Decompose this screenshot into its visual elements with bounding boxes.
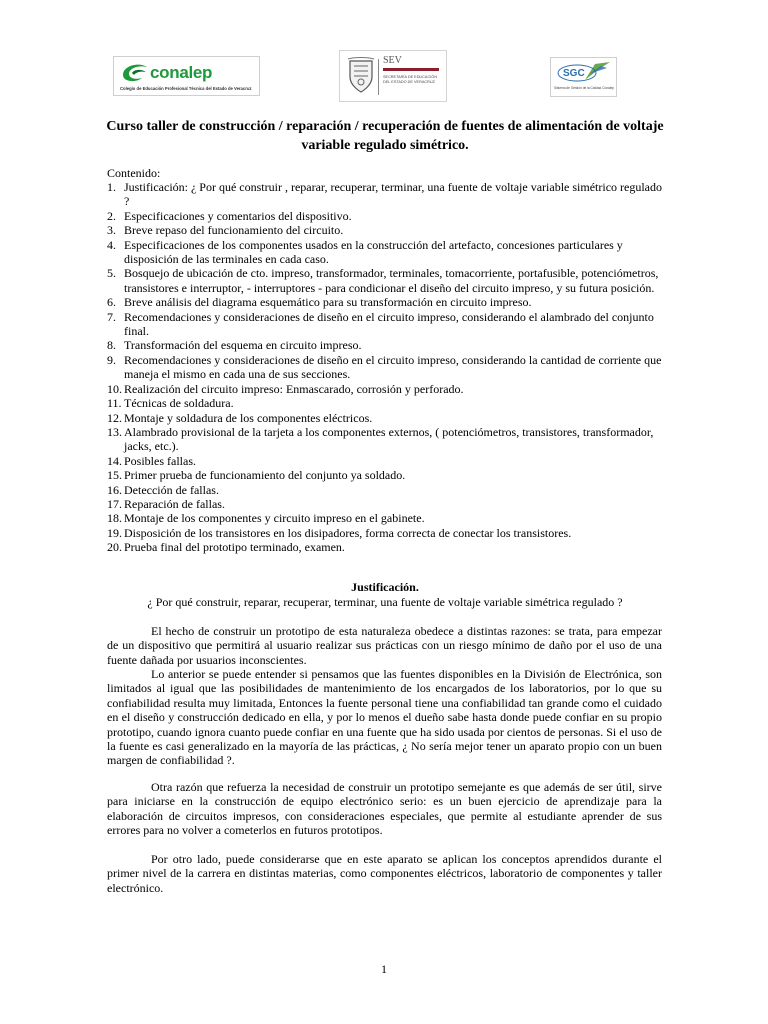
contents-item [107,511,663,525]
contents-item-number: 2. [107,208,116,223]
contents-item [107,295,663,309]
contents-item-text: Especificaciones de los componentes usados en la construcción del artefacto, concesiones particulares y disposición de las terminales en cada caso. [124,237,623,267]
contents-item [107,497,663,511]
contents-item-number: 19. [107,525,122,540]
contents-item-text: Realización del circuito impreso: Enmascarado, corrosión y perforado. [124,381,464,396]
contents-item [107,353,663,382]
contents-item [107,454,663,468]
contents-item-number: 5. [107,266,116,281]
contents-item-text: Montaje de los componentes y circuito impreso en el gabinete. [124,511,425,526]
document-title: Curso taller de construcción / reparación / recuperación de fuentes de alimentación de voltaje variable regulado simétrico. [106,119,664,153]
contents-item [107,310,663,339]
sgc-subtitle: Sistema de Gestión de la Calidad Conalep [554,86,615,90]
contents-item [107,209,663,223]
contents-item-number: 4. [107,237,116,252]
state-seal-icon [346,57,376,95]
sev-subtitle: SECRETARÍA DE EDUCACIÓN DEL ESTADO DE VERACRUZ [383,75,437,84]
contents-item-number: 11. [107,396,122,411]
conalep-brand: conalep [150,63,213,82]
contents-item-text: Breve análisis del diagrama esquemático para su transformación en circuito impreso. [124,295,532,310]
contents-item-number: 7. [107,309,116,324]
contents-item-text: Recomendaciones y consideraciones de diseño en el circuito impreso, considerando el alambrado del conjunto final. [124,309,654,339]
contents-list [107,180,663,555]
sev-logo [339,50,447,102]
contents-item-text: Técnicas de soldadura. [124,396,234,411]
section-heading: Justificación. [351,580,419,594]
conalep-subtitle: Colegio de Educación Profesional Técnica del Estado de Veracruz [120,86,252,91]
conalep-swoosh-icon [120,61,150,83]
contents-item-text: Prueba final del prototipo terminado, examen. [124,540,345,555]
contents-item-number: 16. [107,482,122,497]
contents-item [107,396,663,410]
contents-item-number: 9. [107,352,116,367]
contents-item [107,238,663,267]
contents-item [107,540,663,554]
divider [378,59,379,95]
contents-item-text: Reparación de fallas. [124,496,225,511]
paragraph: El hecho de construir un prototipo de esta naturaleza obedece a distintas razones: se trata, para empezar de un dispositivo que permitirá al usuario realizar sus prácticas con un riesgo mínimo de daño por el uso de una fuente dañada por usuarios inconscientes. [107,624,662,667]
contents-item-number: 6. [107,295,116,310]
contents-item-text: Primer prueba de funcionamiento del conjunto ya soldado. [124,468,406,483]
contents-item-text: Posibles fallas. [124,453,196,468]
contents-item-number: 1. [107,180,116,194]
contents-item-number: 14. [107,453,122,468]
contents-item [107,483,663,497]
contents-item [107,266,663,295]
contents-item [107,223,663,237]
contents-item [107,411,663,425]
contents-item-number: 15. [107,468,122,483]
sgc-logo [550,57,617,97]
page-number: 1 [381,962,387,976]
contents-item-text: Alambrado provisional de la tarjeta a los componentes externos, ( potenciómetros, transistores, transformador, jacks, etc.). [124,424,654,454]
contents-item-number: 17. [107,496,122,511]
contents-item-number: 18. [107,511,122,526]
contents-label: Contenido: [107,166,161,180]
sev-name: SEV [383,55,402,66]
paragraph: Otra razón que refuerza la necesidad de construir un prototipo semejante es que además de ser útil, sirve para iniciarse en la construcción de equipo electrónico serio: es un buen ejercicio de aprendizaje para la elaboración de circuitos impresos, con consideraciones especiales, que permite al estudiante aprender de sus errores para no volver a cometerlos en futuros prototipos. [107,780,662,838]
contents-item-number: 12. [107,410,122,425]
contents-item [107,382,663,396]
contents-item [107,526,663,540]
paragraph: Por otro lado, puede considerarse que en este aparato se aplican los conceptos aprendidos durante el primer nivel de la carrera en distintas materias, como componentes eléctricos, laboratorio de componentes y taller electrónico. [107,852,662,895]
contents-item-text: Montaje y soldadura de los componentes eléctricos. [124,410,373,425]
contents-item-text: Breve repaso del funcionamiento del circuito. [124,223,344,238]
paragraph: Lo anterior se puede entender si pensamos que las fuentes disponibles en la División de Electrónica, son limitados al igual que las posibilidades de mantenimiento de los encargados de los laboratorios, por lo que su confiabilidad resulta muy limitada, Entonces la fuente personal tiene una confiabilidad tan grande como el cuidado en el diseño y construcción dedicado en ella, y por lo menos el dueño sabe hasta donde puede confiar en su propio prototipo, cuando ignora cuanto puede confiar en una fuente que ha sido usada por cientos de personas. Si el uso de la fuente es casi generalizado en la mayoría de las prácticas, ¿ No sería mejor tener un aparato propio con un buen margen de confiabilidad ?. [107,667,662,768]
sev-accent-bar [383,68,439,71]
contents-item-text: Transformación del esquema en circuito impreso. [124,338,362,353]
contents-item [107,180,663,209]
contents-item [107,338,663,352]
contents-item-text: Detección de fallas. [124,482,219,497]
conalep-logo [113,56,260,96]
contents-item [107,468,663,482]
contents-item-number: 3. [107,223,116,238]
section-question: ¿ Por qué construir, reparar, recuperar, terminar, una fuente de voltaje variable simétrica regulado ? [147,595,623,609]
contents-item-text: Justificación: ¿ Por qué construir , reparar, recuperar, terminar, una fuente de voltaje variable simétrico regulado ? [124,180,662,209]
contents-item-number: 20. [107,540,122,555]
contents-item-text: Bosquejo de ubicación de cto. impreso, transformador, terminales, tomacorriente, portafusible, potenciómetros, transistores e interruptor, - interruptores - para condicionar el diseño del circuito impreso, y su futura posición. [124,266,659,295]
contents-item-number: 8. [107,338,116,353]
contents-item [107,425,663,454]
contents-item-text: Disposición de los transistores en los disipadores, forma correcta de conectar los transistores. [124,525,572,540]
contents-item-text: Recomendaciones y consideraciones de diseño en el circuito impreso, considerando la cantidad de corriente que maneja el mismo en cada una de sus secciones. [124,352,662,382]
contents-item-text: Especificaciones y comentarios del dispositivo. [124,208,352,223]
contents-item-number: 10. [107,381,122,396]
sgc-name: SGC [563,68,585,79]
contents-item-number: 13. [107,424,122,439]
